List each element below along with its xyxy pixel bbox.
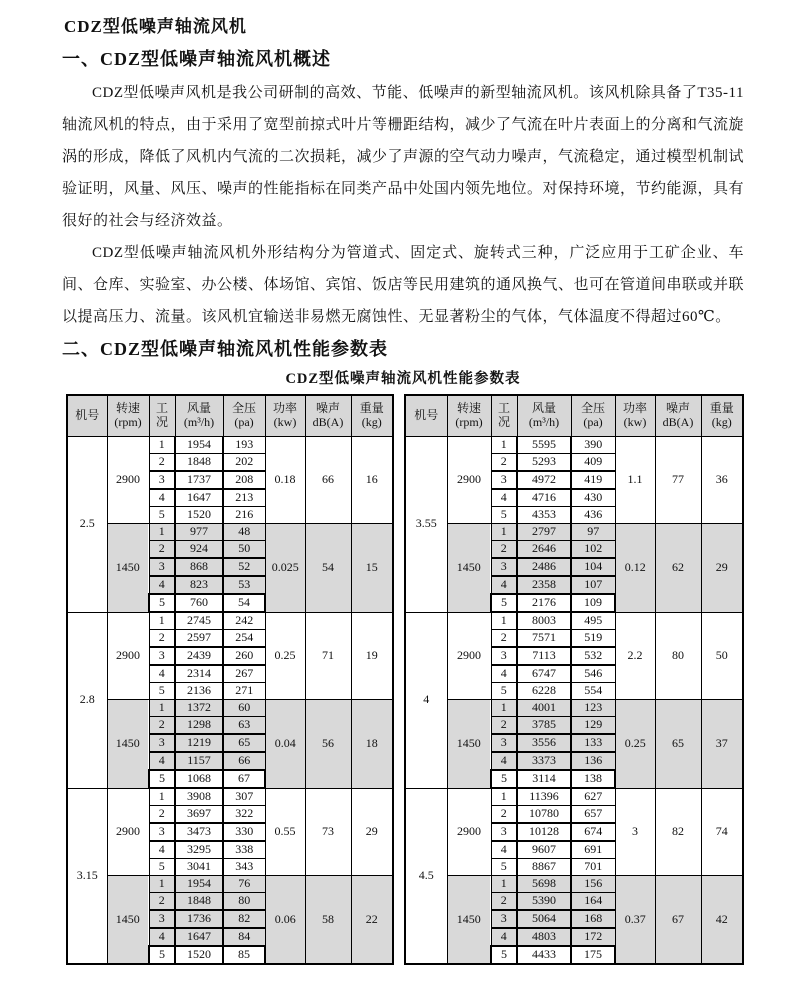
cell-flow: 3697 xyxy=(175,806,223,824)
cell-condition: 2 xyxy=(491,806,517,824)
cell-power: 0.25 xyxy=(265,612,305,700)
cell-pressure: 419 xyxy=(571,471,615,489)
cell-speed: 2900 xyxy=(107,788,149,876)
cell-pressure: 330 xyxy=(223,823,265,841)
cell-flow: 2597 xyxy=(175,630,223,648)
cell-flow: 7571 xyxy=(517,630,571,648)
cell-flow: 2797 xyxy=(517,524,571,541)
cell-flow: 1647 xyxy=(175,928,223,946)
cell-condition: 1 xyxy=(149,700,175,717)
cell-pressure: 213 xyxy=(223,489,265,507)
cell-pressure: 208 xyxy=(223,471,265,489)
cell-noise: 71 xyxy=(305,612,351,700)
cell-pressure: 172 xyxy=(571,928,615,946)
cell-flow: 868 xyxy=(175,558,223,576)
cell-speed: 2900 xyxy=(107,437,149,524)
cell-pressure: 48 xyxy=(223,524,265,541)
cell-condition: 2 xyxy=(149,717,175,735)
column-header: 机号 xyxy=(67,395,107,437)
cell-pressure: 691 xyxy=(571,841,615,859)
cell-condition: 2 xyxy=(491,893,517,911)
column-header: 功率 (kw) xyxy=(615,395,655,437)
cell-power: 0.06 xyxy=(265,876,305,965)
cell-condition: 5 xyxy=(149,683,175,700)
cell-condition: 2 xyxy=(491,630,517,648)
cell-flow: 760 xyxy=(175,594,223,612)
cell-pressure: 67 xyxy=(223,770,265,788)
cell-flow: 8003 xyxy=(517,612,571,630)
cell-flow: 10780 xyxy=(517,806,571,824)
cell-condition: 2 xyxy=(491,454,517,472)
cell-flow: 2176 xyxy=(517,594,571,612)
cell-pressure: 80 xyxy=(223,893,265,911)
cell-pressure: 338 xyxy=(223,841,265,859)
cell-pressure: 390 xyxy=(571,437,615,454)
cell-condition: 4 xyxy=(149,841,175,859)
cell-flow: 1647 xyxy=(175,489,223,507)
cell-flow: 4803 xyxy=(517,928,571,946)
cell-pressure: 254 xyxy=(223,630,265,648)
cell-condition: 3 xyxy=(491,558,517,576)
cell-speed: 2900 xyxy=(447,437,491,524)
cell-pressure: 104 xyxy=(571,558,615,576)
cell-model: 2.5 xyxy=(67,437,107,613)
cell-speed: 2900 xyxy=(447,612,491,700)
cell-condition: 4 xyxy=(491,489,517,507)
cell-flow: 1372 xyxy=(175,700,223,717)
cell-condition: 3 xyxy=(149,471,175,489)
cell-pressure: 627 xyxy=(571,788,615,806)
paragraph-overview-2: CDZ型低噪声轴流风机外形结构分为管道式、固定式、旋转式三种，广泛应用于工矿企业、车间、仓库、实验室、办公楼、体场馆、宾馆、饭店等民用建筑的通风换气、也可在管道间串联或并联以提高压力、流量。该风机宜输送非易燃无腐蚀性、无显著粉尘的气体，气体温度不得超过60℃。 xyxy=(62,245,745,325)
cell-pressure: 436 xyxy=(571,507,615,524)
cell-noise: 82 xyxy=(655,788,701,876)
performance-tables xyxy=(66,394,744,965)
cell-pressure: 60 xyxy=(223,700,265,717)
cell-condition: 2 xyxy=(149,541,175,559)
cell-condition: 5 xyxy=(491,770,517,788)
cell-flow: 823 xyxy=(175,576,223,594)
cell-condition: 4 xyxy=(149,576,175,594)
cell-condition: 3 xyxy=(491,734,517,752)
cell-pressure: 430 xyxy=(571,489,615,507)
cell-speed: 1450 xyxy=(107,876,149,965)
section2-heading: 二、CDZ型低噪声轴流风机性能参数表 xyxy=(62,339,389,359)
cell-speed: 1450 xyxy=(447,700,491,789)
cell-flow: 6228 xyxy=(517,683,571,700)
paragraph-overview-1: CDZ型低噪声风机是我公司研制的高效、节能、低噪声的新型轴流风机。该风机除具备了T35-11轴流风机的特点，由于采用了宽型前掠式叶片等栅距结构，减少了气流在叶片表面上的分离和气流旋涡的形成，降低了风机内气流的二次损耗，减少了声源的空气动力噪声，气流稳定，通过模型机制试验证明，风量、风压、噪声的性能指标在同类产品中处国内领先地位。对保持环境，节约能源，具有很好的社会与经济效益。 xyxy=(62,85,745,229)
cell-noise: 56 xyxy=(305,700,351,789)
cell-flow: 4972 xyxy=(517,471,571,489)
cell-pressure: 53 xyxy=(223,576,265,594)
cell-pressure: 136 xyxy=(571,752,615,770)
cell-condition: 1 xyxy=(149,612,175,630)
cell-speed: 2900 xyxy=(447,788,491,876)
cell-pressure: 216 xyxy=(223,507,265,524)
cell-pressure: 63 xyxy=(223,717,265,735)
cell-model: 4 xyxy=(405,612,447,788)
cell-condition: 4 xyxy=(491,841,517,859)
cell-pressure: 65 xyxy=(223,734,265,752)
table-row xyxy=(67,788,393,806)
cell-pressure: 322 xyxy=(223,806,265,824)
cell-flow: 1068 xyxy=(175,770,223,788)
cell-pressure: 133 xyxy=(571,734,615,752)
cell-flow: 1954 xyxy=(175,437,223,454)
cell-weight: 29 xyxy=(701,524,743,613)
table-row xyxy=(67,612,393,630)
cell-flow: 8867 xyxy=(517,859,571,876)
cell-flow: 2646 xyxy=(517,541,571,559)
column-header: 机号 xyxy=(405,395,447,437)
cell-condition: 5 xyxy=(149,770,175,788)
cell-flow: 4433 xyxy=(517,946,571,964)
cell-condition: 3 xyxy=(149,734,175,752)
cell-power: 3 xyxy=(615,788,655,876)
cell-pressure: 129 xyxy=(571,717,615,735)
column-header: 功率 (kw) xyxy=(265,395,305,437)
cell-flow: 1298 xyxy=(175,717,223,735)
cell-pressure: 97 xyxy=(571,524,615,541)
cell-flow: 11396 xyxy=(517,788,571,806)
cell-pressure: 66 xyxy=(223,752,265,770)
cell-flow: 2314 xyxy=(175,665,223,683)
cell-pressure: 175 xyxy=(571,946,615,964)
cell-weight: 37 xyxy=(701,700,743,789)
cell-pressure: 107 xyxy=(571,576,615,594)
cell-noise: 80 xyxy=(655,612,701,700)
cell-flow: 3041 xyxy=(175,859,223,876)
cell-noise: 62 xyxy=(655,524,701,613)
cell-flow: 1157 xyxy=(175,752,223,770)
cell-condition: 1 xyxy=(149,788,175,806)
cell-model: 3.15 xyxy=(67,788,107,964)
cell-flow: 924 xyxy=(175,541,223,559)
cell-condition: 1 xyxy=(491,700,517,717)
cell-condition: 5 xyxy=(149,859,175,876)
cell-condition: 3 xyxy=(149,823,175,841)
cell-flow: 5595 xyxy=(517,437,571,454)
cell-pressure: 76 xyxy=(223,876,265,893)
cell-condition: 1 xyxy=(491,876,517,893)
cell-condition: 1 xyxy=(491,612,517,630)
cell-condition: 3 xyxy=(149,647,175,665)
cell-weight: 29 xyxy=(351,788,393,876)
cell-power: 0.37 xyxy=(615,876,655,965)
cell-condition: 4 xyxy=(491,928,517,946)
cell-pressure: 50 xyxy=(223,541,265,559)
cell-flow: 5293 xyxy=(517,454,571,472)
cell-flow: 1219 xyxy=(175,734,223,752)
performance-table-right xyxy=(404,394,744,965)
cell-flow: 1520 xyxy=(175,946,223,964)
cell-weight: 50 xyxy=(701,612,743,700)
cell-power: 1.1 xyxy=(615,437,655,524)
cell-pressure: 701 xyxy=(571,859,615,876)
cell-pressure: 156 xyxy=(571,876,615,893)
cell-pressure: 202 xyxy=(223,454,265,472)
cell-pressure: 138 xyxy=(571,770,615,788)
cell-noise: 65 xyxy=(655,700,701,789)
cell-flow: 1736 xyxy=(175,910,223,928)
cell-condition: 1 xyxy=(149,876,175,893)
table-row xyxy=(67,437,393,454)
cell-noise: 54 xyxy=(305,524,351,613)
cell-speed: 2900 xyxy=(107,612,149,700)
cell-flow: 5698 xyxy=(517,876,571,893)
cell-flow: 4716 xyxy=(517,489,571,507)
table-row xyxy=(405,700,743,717)
column-header: 转速 (rpm) xyxy=(107,395,149,437)
cell-pressure: 657 xyxy=(571,806,615,824)
cell-weight: 15 xyxy=(351,524,393,613)
cell-condition: 2 xyxy=(491,717,517,735)
cell-condition: 1 xyxy=(149,524,175,541)
cell-flow: 3295 xyxy=(175,841,223,859)
cell-flow: 2358 xyxy=(517,576,571,594)
cell-flow: 6747 xyxy=(517,665,571,683)
cell-condition: 4 xyxy=(491,576,517,594)
cell-condition: 5 xyxy=(149,594,175,612)
table-row xyxy=(405,437,743,454)
table-row xyxy=(67,524,393,541)
cell-noise: 73 xyxy=(305,788,351,876)
cell-condition: 5 xyxy=(491,946,517,964)
cell-condition: 2 xyxy=(491,541,517,559)
cell-flow: 9607 xyxy=(517,841,571,859)
cell-pressure: 54 xyxy=(223,594,265,612)
cell-condition: 3 xyxy=(149,910,175,928)
column-header: 重量 (kg) xyxy=(351,395,393,437)
cell-noise: 58 xyxy=(305,876,351,965)
cell-flow: 2136 xyxy=(175,683,223,700)
cell-condition: 4 xyxy=(149,752,175,770)
column-header: 噪声 dB(A) xyxy=(655,395,701,437)
cell-model: 4.5 xyxy=(405,788,447,964)
table-row xyxy=(405,612,743,630)
cell-pressure: 267 xyxy=(223,665,265,683)
cell-model: 2.8 xyxy=(67,612,107,788)
cell-pressure: 102 xyxy=(571,541,615,559)
performance-table xyxy=(66,394,394,965)
cell-flow: 2745 xyxy=(175,612,223,630)
cell-pressure: 271 xyxy=(223,683,265,700)
cell-pressure: 52 xyxy=(223,558,265,576)
cell-flow: 3908 xyxy=(175,788,223,806)
cell-pressure: 546 xyxy=(571,665,615,683)
cell-flow: 1848 xyxy=(175,454,223,472)
cell-pressure: 193 xyxy=(223,437,265,454)
cell-noise: 66 xyxy=(305,437,351,524)
cell-flow: 3556 xyxy=(517,734,571,752)
cell-condition: 4 xyxy=(149,489,175,507)
cell-condition: 3 xyxy=(491,823,517,841)
cell-condition: 2 xyxy=(149,630,175,648)
cell-condition: 2 xyxy=(149,454,175,472)
cell-condition: 1 xyxy=(149,437,175,454)
cell-power: 0.025 xyxy=(265,524,305,613)
cell-flow: 3473 xyxy=(175,823,223,841)
cell-speed: 1450 xyxy=(447,524,491,613)
cell-flow: 3114 xyxy=(517,770,571,788)
cell-model: 3.55 xyxy=(405,437,447,613)
cell-condition: 4 xyxy=(149,665,175,683)
cell-power: 0.25 xyxy=(615,700,655,789)
cell-condition: 1 xyxy=(491,788,517,806)
cell-weight: 16 xyxy=(351,437,393,524)
cell-noise: 67 xyxy=(655,876,701,965)
cell-condition: 3 xyxy=(491,471,517,489)
cell-condition: 2 xyxy=(149,893,175,911)
performance-table xyxy=(404,394,744,965)
column-header: 风量 (m³/h) xyxy=(175,395,223,437)
column-header: 全压 (pa) xyxy=(223,395,265,437)
cell-pressure: 519 xyxy=(571,630,615,648)
cell-speed: 1450 xyxy=(107,700,149,789)
cell-condition: 5 xyxy=(491,594,517,612)
cell-condition: 1 xyxy=(491,524,517,541)
cell-flow: 1520 xyxy=(175,507,223,524)
cell-pressure: 260 xyxy=(223,647,265,665)
cell-condition: 2 xyxy=(149,806,175,824)
cell-pressure: 495 xyxy=(571,612,615,630)
cell-flow: 2439 xyxy=(175,647,223,665)
cell-pressure: 82 xyxy=(223,910,265,928)
cell-power: 2.2 xyxy=(615,612,655,700)
cell-condition: 3 xyxy=(491,910,517,928)
cell-flow: 3373 xyxy=(517,752,571,770)
table-row xyxy=(405,876,743,893)
cell-condition: 5 xyxy=(149,946,175,964)
column-header: 噪声 dB(A) xyxy=(305,395,351,437)
cell-flow: 1737 xyxy=(175,471,223,489)
cell-condition: 5 xyxy=(491,859,517,876)
cell-flow: 1954 xyxy=(175,876,223,893)
table-title: CDZ型低噪声轴流风机性能参数表 xyxy=(285,371,521,387)
cell-pressure: 307 xyxy=(223,788,265,806)
cell-flow: 10128 xyxy=(517,823,571,841)
document-title: CDZ型低噪声轴流风机 xyxy=(64,17,247,36)
cell-weight: 74 xyxy=(701,788,743,876)
cell-condition: 3 xyxy=(491,647,517,665)
performance-table-left xyxy=(66,394,394,965)
table-row xyxy=(67,700,393,717)
cell-weight: 42 xyxy=(701,876,743,965)
cell-pressure: 674 xyxy=(571,823,615,841)
cell-power: 0.04 xyxy=(265,700,305,789)
cell-power: 0.55 xyxy=(265,788,305,876)
cell-speed: 1450 xyxy=(107,524,149,613)
column-header: 全压 (pa) xyxy=(571,395,615,437)
cell-pressure: 84 xyxy=(223,928,265,946)
cell-flow: 5390 xyxy=(517,893,571,911)
column-header: 风量 (m³/h) xyxy=(517,395,571,437)
cell-condition: 5 xyxy=(491,683,517,700)
column-header: 工 况 xyxy=(149,395,175,437)
table-row xyxy=(405,788,743,806)
cell-condition: 5 xyxy=(491,507,517,524)
column-header: 转速 (rpm) xyxy=(447,395,491,437)
cell-flow: 977 xyxy=(175,524,223,541)
cell-pressure: 164 xyxy=(571,893,615,911)
cell-pressure: 123 xyxy=(571,700,615,717)
cell-condition: 4 xyxy=(149,928,175,946)
column-header: 工 况 xyxy=(491,395,517,437)
cell-pressure: 242 xyxy=(223,612,265,630)
cell-flow: 7113 xyxy=(517,647,571,665)
cell-power: 0.18 xyxy=(265,437,305,524)
cell-condition: 3 xyxy=(149,558,175,576)
cell-weight: 22 xyxy=(351,876,393,965)
cell-pressure: 532 xyxy=(571,647,615,665)
cell-pressure: 343 xyxy=(223,859,265,876)
cell-weight: 19 xyxy=(351,612,393,700)
column-header: 重量 (kg) xyxy=(701,395,743,437)
cell-pressure: 409 xyxy=(571,454,615,472)
cell-noise: 77 xyxy=(655,437,701,524)
cell-pressure: 85 xyxy=(223,946,265,964)
cell-flow: 3785 xyxy=(517,717,571,735)
cell-condition: 5 xyxy=(149,507,175,524)
cell-flow: 4001 xyxy=(517,700,571,717)
cell-condition: 1 xyxy=(491,437,517,454)
cell-flow: 4353 xyxy=(517,507,571,524)
cell-pressure: 554 xyxy=(571,683,615,700)
cell-flow: 1848 xyxy=(175,893,223,911)
cell-pressure: 109 xyxy=(571,594,615,612)
table-row xyxy=(67,876,393,893)
cell-weight: 18 xyxy=(351,700,393,789)
cell-condition: 4 xyxy=(491,665,517,683)
section1-heading: 一、CDZ型低噪声轴流风机概述 xyxy=(62,49,332,69)
cell-speed: 1450 xyxy=(447,876,491,965)
cell-pressure: 168 xyxy=(571,910,615,928)
cell-power: 0.12 xyxy=(615,524,655,613)
cell-flow: 5064 xyxy=(517,910,571,928)
cell-weight: 36 xyxy=(701,437,743,524)
table-row xyxy=(405,524,743,541)
cell-condition: 4 xyxy=(491,752,517,770)
cell-flow: 2486 xyxy=(517,558,571,576)
